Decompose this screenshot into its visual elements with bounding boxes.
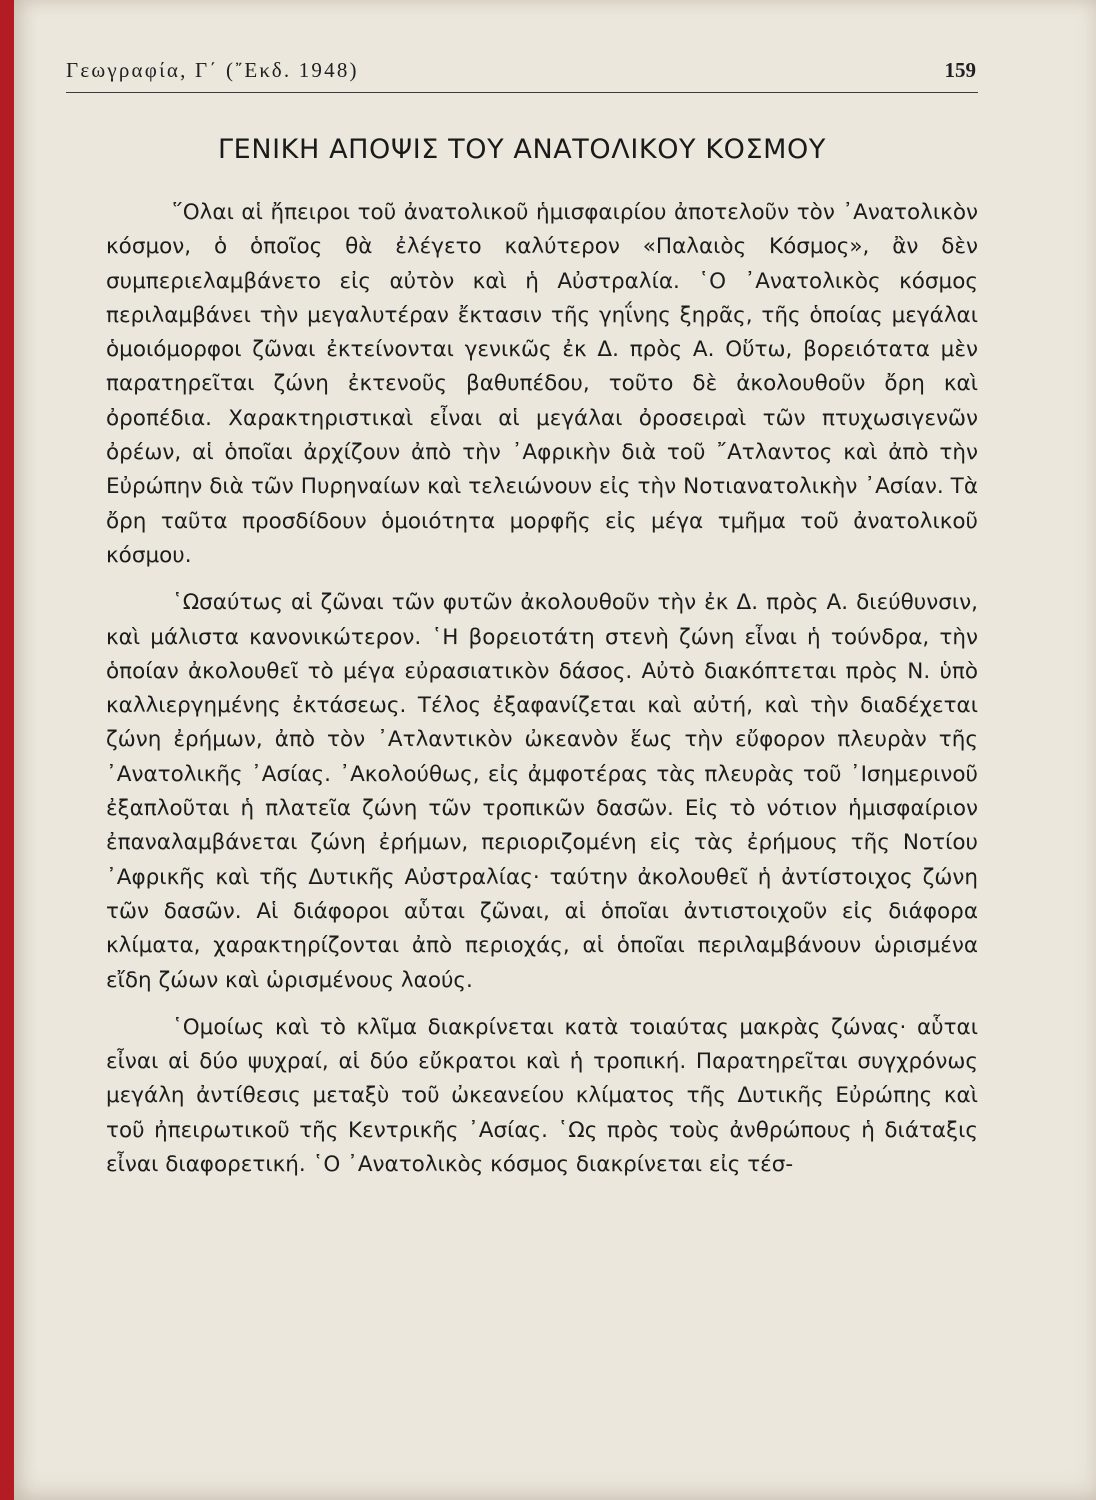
paragraph: ῾Ωσαύτως αἱ ζῶναι τῶν φυτῶν ἀκολουθοῦν τὴν ἐκ Δ. πρὸς Α. διεύθυνσιν, καὶ μάλιστα κανονικώτερον. ῾Η βορειοτάτη στενὴ ζώνη εἶναι ἡ τούνδρα, τὴν ὁποίαν ἀκολουθεῖ τὸ μέγα εὐρασιατικὸν δάσος. Αὐτὸ διακόπτεται πρὸς Ν. ὑπὸ καλλιεργημένης ἐκτάσεως. Τέλος ἐξαφανίζεται καὶ αὐτή, καὶ τὴν διαδέχεται ζώνη ἐρήμων, ἀπὸ τὸν ᾿Ατλαντικὸν ὠκεανὸν ἕως τὴν εὔφορον πλευρὰν τῆς ᾿Ανατολικῆς ᾿Ασίας. ᾿Ακολούθως, εἰς ἀμφοτέρας τὰς πλευρὰς τοῦ ᾿Ισημερινοῦ ἐξαπλοῦται ἡ πλατεῖα ζώνη τῶν τροπικῶν δασῶν. Εἰς τὸ νότιον ἡμισφαίριον ἐπαναλαμβάνεται ζώνη ἐρήμων, περιοριζομένη εἰς τὰς ἐρήμους τῆς Νοτίου ᾿Αφρικῆς καὶ τῆς Δυτικῆς Αὐστραλίας· ταύτην ἀκολουθεῖ ἡ ἀντίστοιχος ζώνη τῶν δασῶν. Αἱ διάφοροι αὗται ζῶναι, αἱ ὁποῖαι ἀντιστοιχοῦν εἰς διάφορα κλίματα, χαρακτηρίζονται ἀπὸ περιοχάς, αἱ ὁποῖαι περιλαμβάνουν ὡρισμένα εἴδη ζώων καὶ ὡρισμένους λαούς. [106,590,978,993]
page-header [66,58,978,93]
page-title: ΓΕΝΙΚΗ ΑΠΟΨΙΣ ΤΟΥ ΑΝΑΤΟΛΙΚΟΥ ΚΟΣΜΟΥ [218,134,826,165]
paragraph: ῾Ομοίως καὶ τὸ κλῖμα διακρίνεται κατὰ τοιαύτας μακρὰς ζώνας· αὗται εἶναι αἱ δύο ψυχραί, αἱ δύο εὔκρατοι καὶ ἡ τροπική. Παρατηρεῖται συγχρόνως μεγάλη ἀντίθεσις μεταξὺ τοῦ ὠκεανείου κλίματος τῆς Δυτικῆς Εὐρώπης καὶ τοῦ ἠπειρωτικοῦ τῆς Κεντρικῆς ᾿Ασίας. ῾Ως πρὸς τοὺς ἀνθρώπους ἡ διάταξις εἶναι διαφορετική. ῾Ο ᾿Ανατολικὸς κόσμος διακρίνεται εἰς τέσ- [106,1014,978,1178]
paragraph: ῞Ολαι αἱ ἤπειροι τοῦ ἀνατολικοῦ ἡμισφαιρίου ἀποτελοῦν τὸν ᾿Ανατολικὸν κόσμον, ὁ ὁποῖος θὰ ἐλέγετο καλύτερον «Παλαιὸς Κόσμος», ἂν δὲν συμπεριελαμβάνετο εἰς αὐτὸν καὶ ἡ Αὐστραλία. ῾Ο ᾿Ανατολικὸς κόσμος περιλαμβάνει τὴν μεγαλυτέραν ἔκτασιν τῆς γηΐνης ξηρᾶς, τῆς ὁποίας μεγάλαι ὁμοιόμορφοι ζῶναι ἐκτείνονται γενικῶς ἐκ Δ. πρὸς Α. Οὕτω, βορειότατα μὲν παρατηρεῖται ζώνη ἐκτενοῦς βαθυπέδου, τοῦτο δὲ ἀκολουθοῦν ὄρη καὶ ὀροπέδια. Χαρακτηριστικαὶ εἶναι αἱ μεγάλαι ὀροσειραὶ τῶν πτυχωσιγενῶν ὀρέων, αἱ ὁποῖαι ἀρχίζουν ἀπὸ τὴν ᾿Αφρικὴν διὰ τοῦ ῎Ατλαντος καὶ ἀπὸ τὴν Εὐρώπην διὰ τῶν Πυρηναίων καὶ τελειώνουν εἰς τὴν Νοτιανατολικὴν ᾿Ασίαν. Τὰ ὄρη ταῦτα προσδίδουν ὁμοιότητα μορφῆς εἰς μέγα τμῆμα τοῦ ἀνατολικοῦ κόσμου. [106,200,978,568]
running-head: Γεωγραφία, Γ΄ (῎Εκδ. 1948) [66,58,359,82]
book-page [14,0,1096,1500]
page-number: 159 [944,58,976,82]
body-text [106,196,978,1182]
